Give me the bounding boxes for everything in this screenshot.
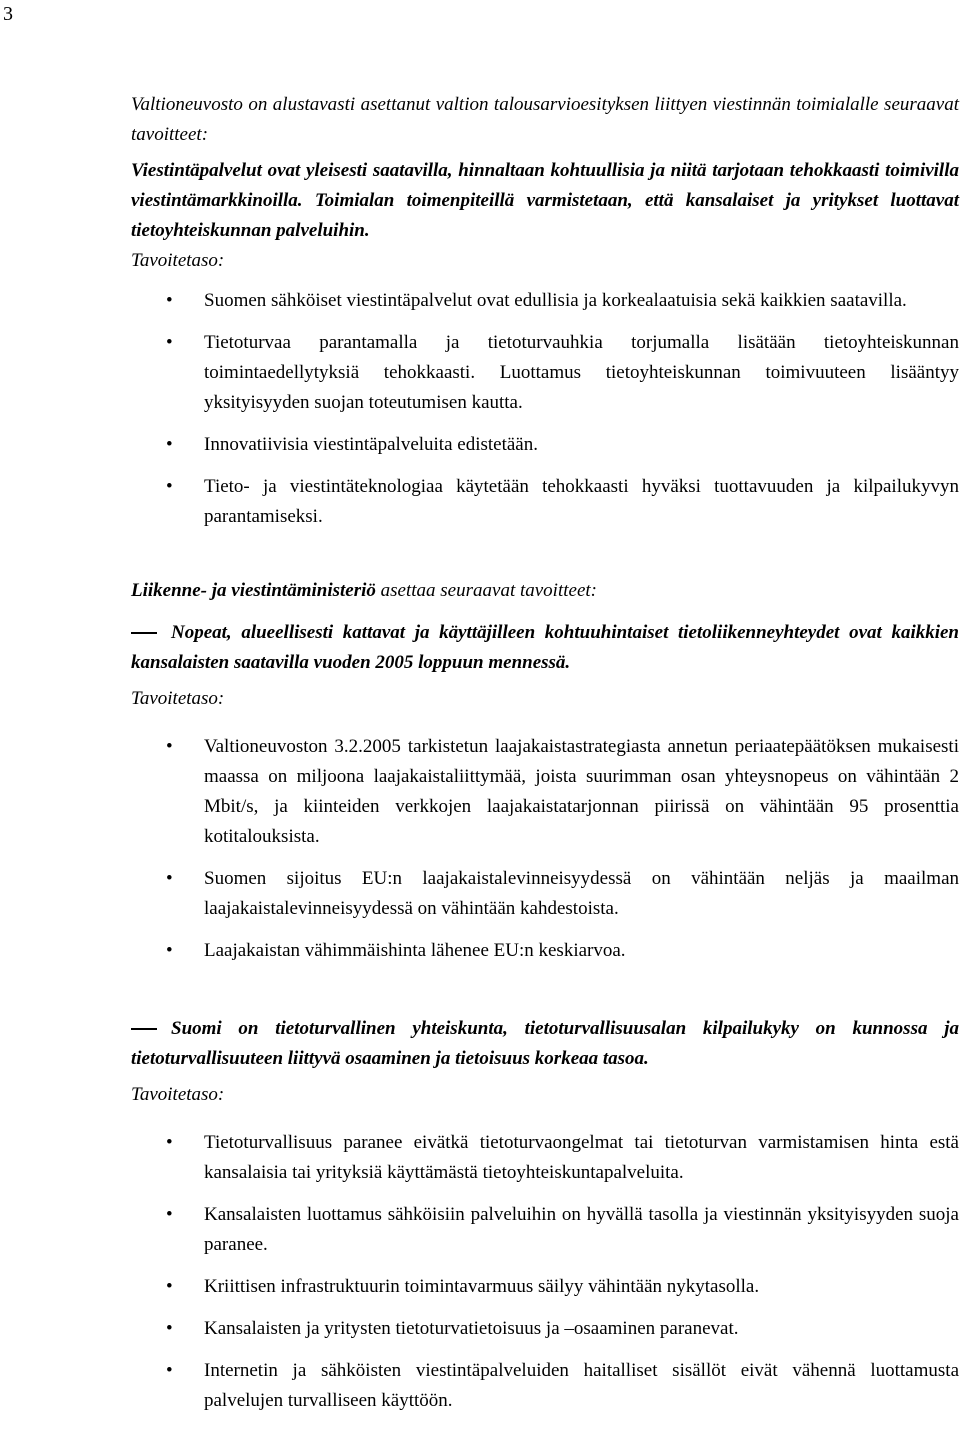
goal2-list <box>131 732 959 966</box>
goal1-list <box>131 286 959 532</box>
goal1-paragraph: Viestintäpalvelut ovat yleisesti saatavilla, hinnaltaan kohtuullisia ja niitä tarjotaan tehokkaasti toimivilla viestintämarkkinoilla. Toimialan toimenpiteillä varmistetaan, että kansalaiset ja yritykset luottavat tietoyhteiskunnan palveluihin. <box>131 160 959 241</box>
em-dash-rule <box>131 632 157 634</box>
intro-paragraph <box>131 90 959 150</box>
list-item: • Valtioneuvoston 3.2.2005 tarkistetun laajakaistastrategiasta annetun periaatepäätöksen mukaisesti maassa on miljoona laajakaistaliittymää, joista suurimman osan yhteysnopeus on vähintään 2 Mbit/s, ja kiinteiden verkkojen laajakaistatarjonnan piirissä on vähintään 95 prosenttia kotitalouksista. <box>131 732 959 852</box>
intro-rest: on alustavasti asettanut valtion talousarvioesityksen liittyen viestinnän toimialalle seuraavat tavoitteet: <box>131 94 959 145</box>
goal2-heading <box>131 618 959 678</box>
list-item: • Internetin ja sähköisten viestintäpalveluiden haitalliset sisällöt eivät vähennä luottamusta palvelujen turvalliseen käyttöön. <box>131 1356 959 1416</box>
list-item: • Tieto- ja viestintäteknologiaa käytetään tehokkaasti hyväksi tuottavuuden ja kilpailukyvyn parantamiseksi. <box>131 472 959 532</box>
ministry-rest: asettaa seuraavat tavoitteet: <box>375 580 597 601</box>
em-dash-rule <box>131 1028 157 1030</box>
list-item: • Kansalaisten luottamus sähköisiin palveluihin on hyvällä tasolla ja viestinnän yksityisyyden suoja paranee. <box>131 1200 959 1260</box>
ministry-paragraph <box>131 576 959 606</box>
list-item: • Laajakaistan vähimmäishinta lähenee EU:n keskiarvoa. <box>131 936 959 966</box>
goal2-tavoitetaso-label: Tavoitetaso: <box>131 688 225 709</box>
goal2-heading-text: Nopeat, alueellisesti kattavat ja käyttäjilleen kohtuuhintaiset tietoliikenneyhteydet ovat kaikkien kansalaisten saatavilla vuoden 2005 loppuun mennessä. <box>131 622 959 673</box>
page-number: 3 <box>3 3 13 25</box>
ministry-name: Liikenne- ja viestintäministeriö <box>131 580 376 601</box>
intro-subject: Valtioneuvosto <box>131 94 243 115</box>
list-item: • Tietoturvallisuus paranee eivätkä tietoturvaongelmat tai tietoturvan varmistamisen hinta estä kansalaisia tai yrityksiä käyttämästä tietoyhteiskuntapalveluita. <box>131 1128 959 1188</box>
list-item: • Kriittisen infrastruktuurin toimintavarmuus säilyy vähintään nykytasolla. <box>131 1272 959 1302</box>
goal3-tavoitetaso-label: Tavoitetaso: <box>131 1084 225 1105</box>
list-item: • Innovatiivisia viestintäpalveluita edistetään. <box>131 430 959 460</box>
list-item: • Suomen sähköiset viestintäpalvelut ovat edullisia ja korkealaatuisia sekä kaikkien saatavilla. <box>131 286 959 316</box>
goal3-heading-text: Suomi on tietoturvallinen yhteiskunta, tietoturvallisuusalan kilpailukyky on kunnossa ja tietoturvallisuuteen liittyvä osaaminen ja tietoisuus korkeaa tasoa. <box>131 1018 959 1069</box>
list-item: • Suomen sijoitus EU:n laajakaistalevinneisyydessä on vähintään neljäs ja maailman laajakaistalevinneisyydessä on vähintään kahdestoista. <box>131 864 959 924</box>
goal3-list <box>131 1128 959 1416</box>
document-body <box>131 90 959 1416</box>
goal1-tavoitetaso-label: Tavoitetaso: <box>131 250 225 271</box>
list-item: • Tietoturvaa parantamalla ja tietoturvauhkia torjumalla lisätään tietoyhteiskunnan toimintaedellytyksiä tehokkaasti. Luottamus tietoyhteiskunnan toimivuuteen lisääntyy yksityisyyden suojan toteutumisen kautta. <box>131 328 959 418</box>
goal3-heading <box>131 1014 959 1074</box>
list-item: • Kansalaisten ja yritysten tietoturvatietoisuus ja –osaaminen paranevat. <box>131 1314 959 1344</box>
